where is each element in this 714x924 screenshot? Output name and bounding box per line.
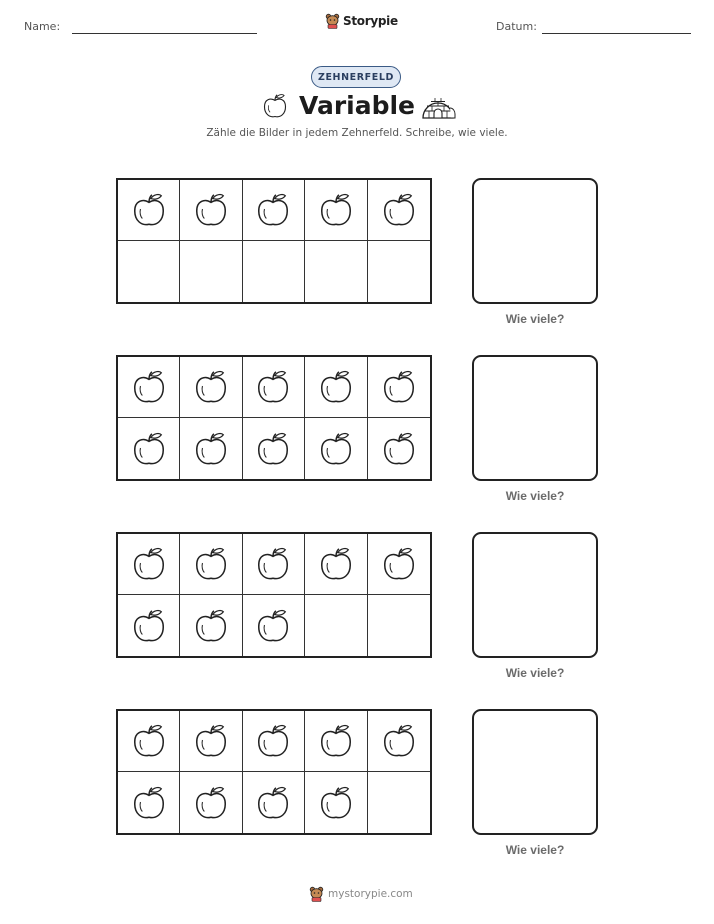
ten-frame-cell [180, 711, 242, 772]
apple-icon [380, 429, 418, 469]
ten-frame-cell [243, 534, 305, 595]
ten-frame-cell [368, 241, 430, 302]
topic-badge: ZEHNERFELD [311, 66, 401, 88]
ten-frame-cell [118, 772, 180, 833]
date-line[interactable] [542, 33, 691, 34]
ten-frame-cell [305, 534, 367, 595]
ten-frame-cell [180, 357, 242, 418]
ten-frame-cell [368, 180, 430, 241]
ten-frame-cell [305, 241, 367, 302]
instructions-text: Zähle die Bilder in jedem Zehnerfeld. Schreibe, wie viele. [206, 127, 508, 139]
apple-icon [380, 544, 418, 584]
bear-mascot-icon [309, 886, 324, 902]
footer-url: mystorypie.com [328, 888, 413, 900]
apple-icon [317, 783, 355, 823]
ten-frame-cell [368, 357, 430, 418]
ten-frame-cell [243, 357, 305, 418]
apple-icon [317, 721, 355, 761]
apple-icon [380, 190, 418, 230]
apple-icon [130, 367, 168, 407]
ten-frame-cell [180, 180, 242, 241]
ten-frame-cell [118, 180, 180, 241]
ten-frame-1 [116, 178, 432, 304]
apple-icon [317, 544, 355, 584]
answer-box-4[interactable] [472, 709, 598, 835]
ten-frame-cell [368, 772, 430, 833]
ten-frame-3 [116, 532, 432, 658]
ten-frame-cell [368, 595, 430, 656]
apple-icon [254, 429, 292, 469]
ten-frame-4 [116, 709, 432, 835]
apple-icon [317, 367, 355, 407]
answer-label-4: Wie viele? [505, 843, 565, 857]
answer-box-3[interactable] [472, 532, 598, 658]
answer-label-3: Wie viele? [505, 666, 565, 680]
ten-frame-cell [118, 711, 180, 772]
answer-box-2[interactable] [472, 355, 598, 481]
ten-frame-cell [368, 711, 430, 772]
ten-frame-cell [368, 534, 430, 595]
footer [309, 886, 413, 902]
name-label: Name: [24, 20, 61, 33]
apple-icon [254, 367, 292, 407]
ten-frame-cell [305, 418, 367, 479]
ten-frame-cell [243, 180, 305, 241]
ten-frame-cell [243, 772, 305, 833]
igloo-icon [420, 94, 456, 120]
apple-icon [192, 783, 230, 823]
apple-icon [192, 721, 230, 761]
apple-icon [130, 721, 168, 761]
brand-logo [325, 13, 398, 29]
apple-icon [254, 783, 292, 823]
ten-frame-cell [118, 241, 180, 302]
ten-frame-cell [243, 241, 305, 302]
apple-icon [317, 190, 355, 230]
apple-icon [130, 544, 168, 584]
ten-frame-cell [180, 241, 242, 302]
apple-icon [192, 429, 230, 469]
ten-frame-cell [243, 418, 305, 479]
apple-icon [192, 190, 230, 230]
apple-icon [380, 367, 418, 407]
apple-icon [254, 721, 292, 761]
ten-frame-cell [305, 595, 367, 656]
ten-frame-2 [116, 355, 432, 481]
ten-frame-cell [243, 595, 305, 656]
ten-frame-cell [243, 711, 305, 772]
ten-frame-cell [368, 418, 430, 479]
answer-label-1: Wie viele? [505, 312, 565, 326]
apple-icon [254, 606, 292, 646]
ten-frame-cell [180, 534, 242, 595]
ten-frame-cell [305, 180, 367, 241]
answer-label-2: Wie viele? [505, 489, 565, 503]
bear-mascot-icon [325, 13, 340, 29]
ten-frame-cell [180, 418, 242, 479]
apple-icon [130, 429, 168, 469]
apple-icon [192, 544, 230, 584]
apple-icon [130, 190, 168, 230]
ten-frame-cell [305, 357, 367, 418]
name-line[interactable] [72, 33, 257, 34]
ten-frame-cell [118, 595, 180, 656]
apple-icon [192, 606, 230, 646]
apple-icon [254, 190, 292, 230]
apple-icon [317, 429, 355, 469]
answer-box-1[interactable] [472, 178, 598, 304]
apple-icon [254, 544, 292, 584]
apple-icon [130, 783, 168, 823]
ten-frame-cell [180, 772, 242, 833]
ten-frame-cell [305, 772, 367, 833]
ten-frame-cell [118, 357, 180, 418]
apple-icon [380, 721, 418, 761]
apple-icon [192, 367, 230, 407]
brand-name: Storypie [343, 14, 398, 28]
apple-icon [130, 606, 168, 646]
ten-frame-cell [118, 534, 180, 595]
ten-frame-cell [118, 418, 180, 479]
ten-frame-cell [180, 595, 242, 656]
date-label: Datum: [496, 20, 537, 33]
worksheet-title: Variable [298, 91, 416, 120]
ten-frame-cell [305, 711, 367, 772]
